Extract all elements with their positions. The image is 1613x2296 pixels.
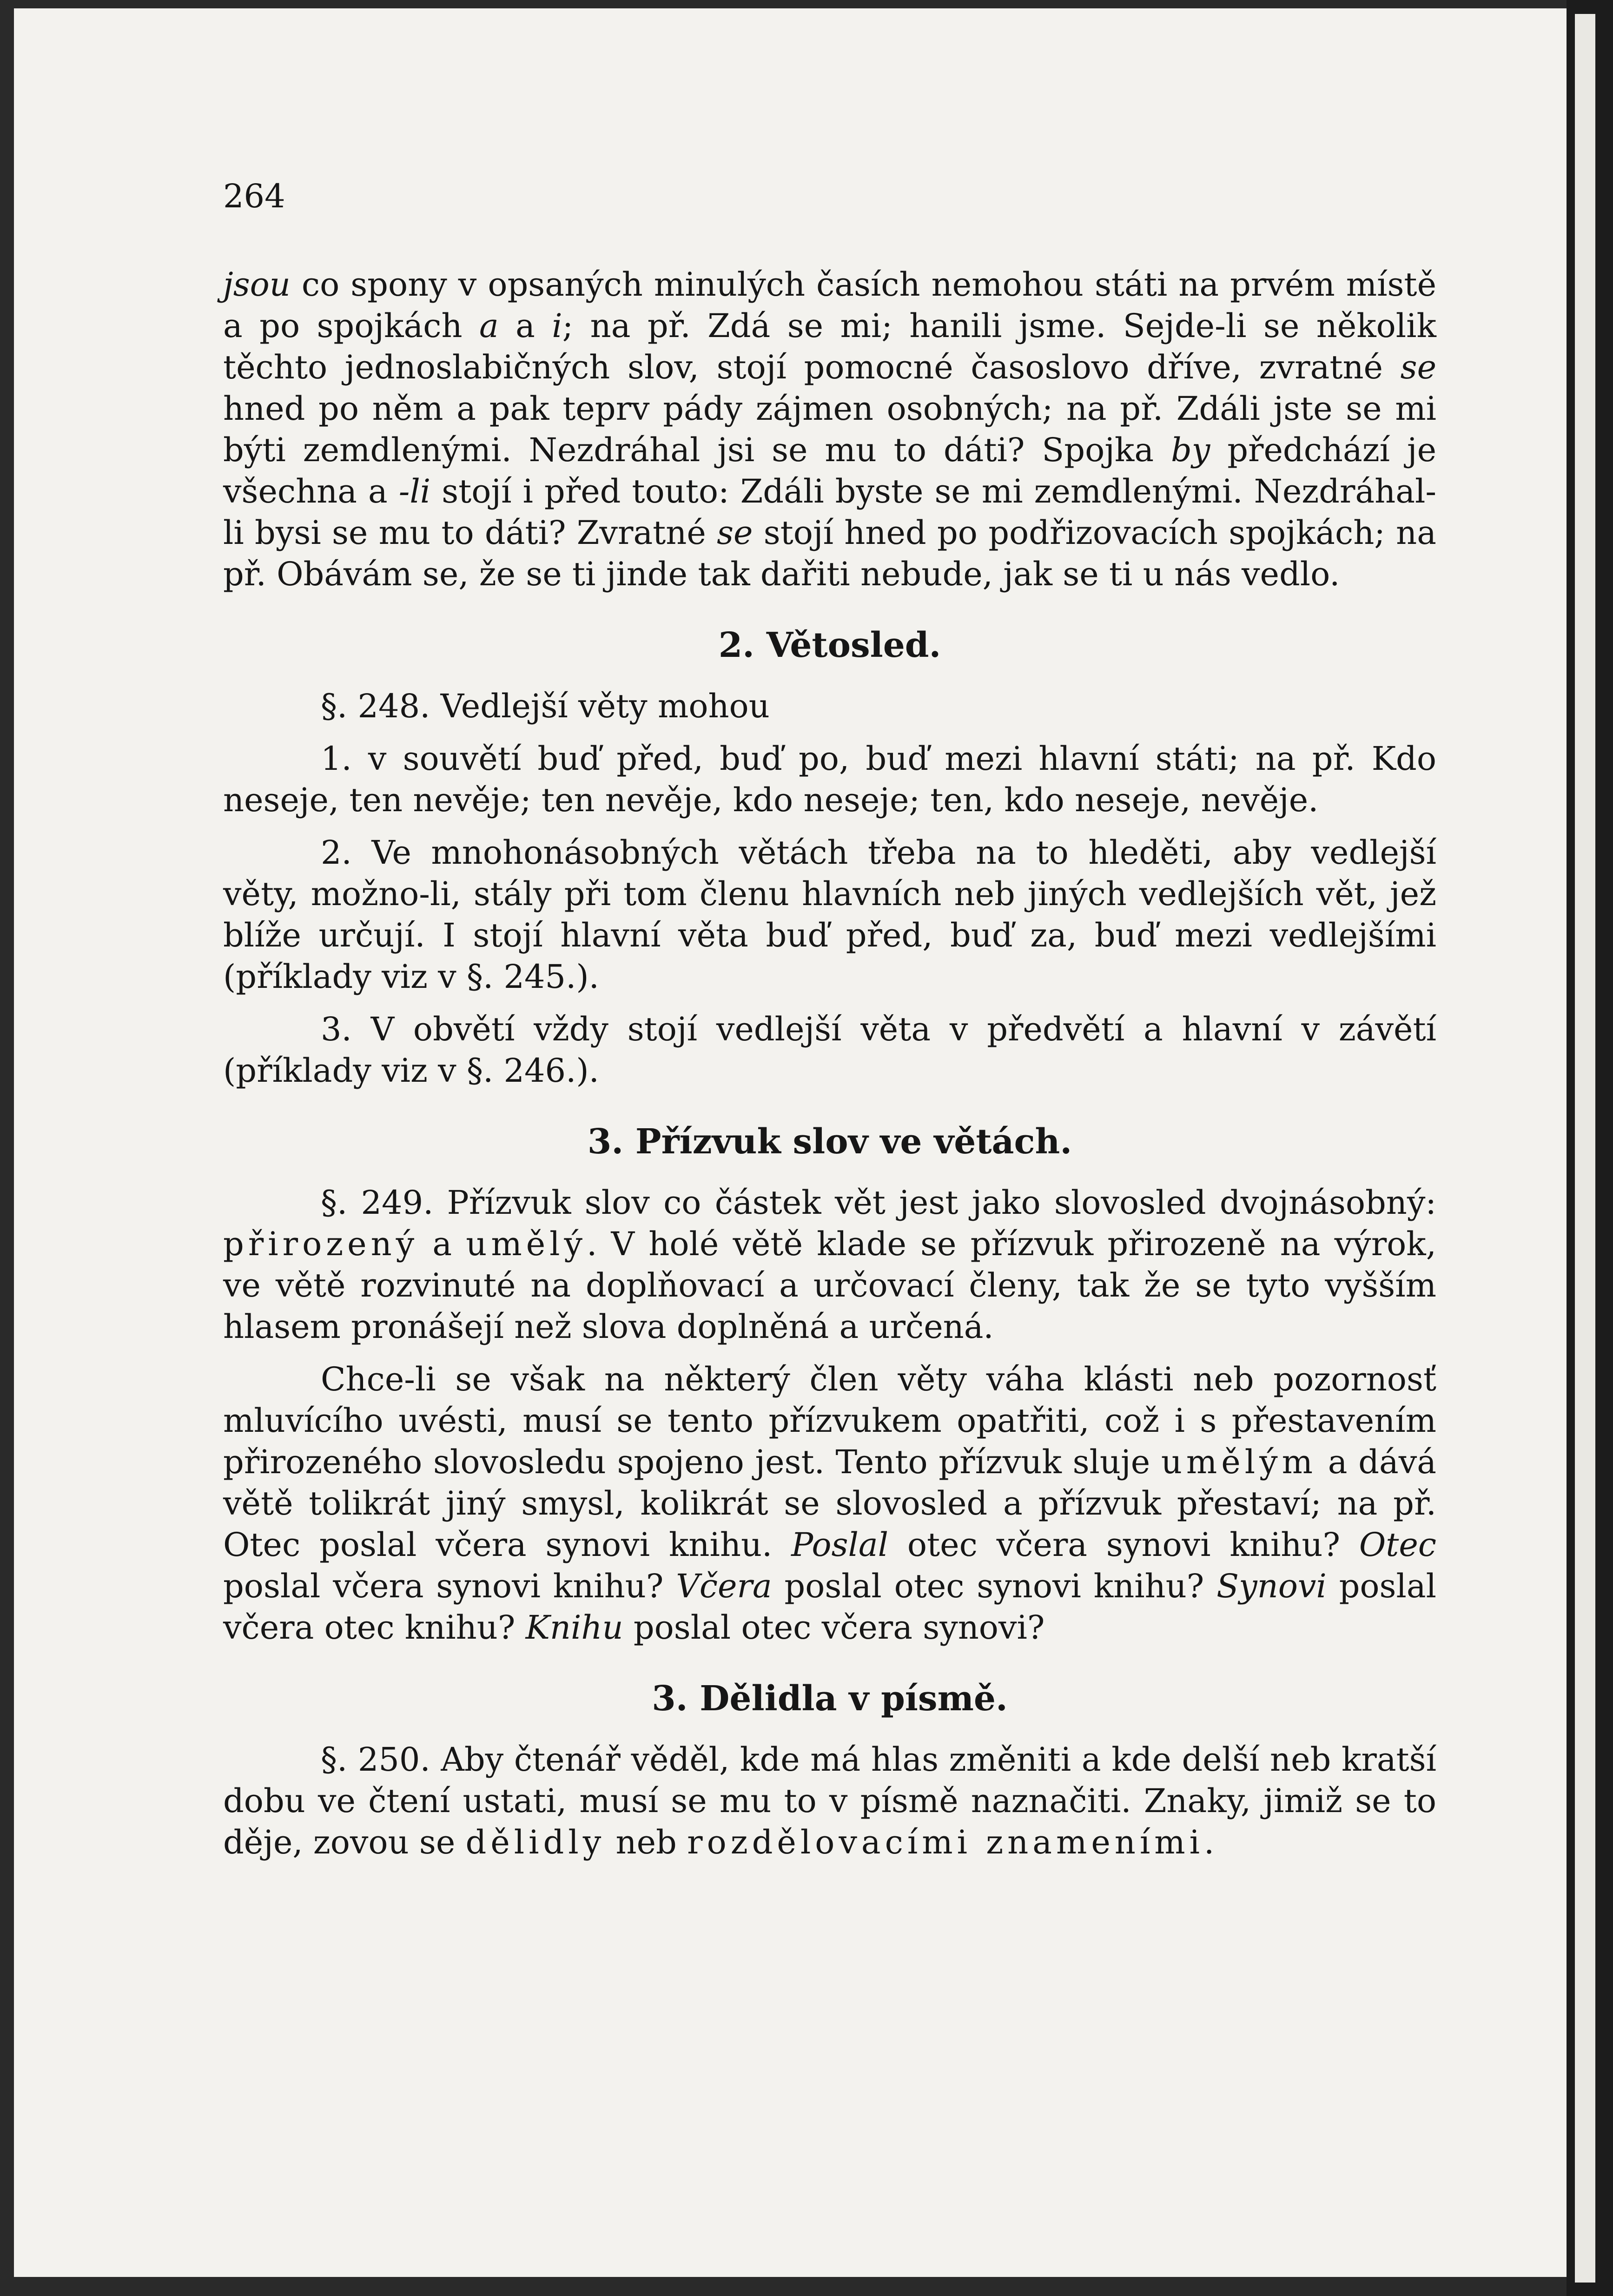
scanned-page [14, 8, 1567, 2277]
text-run: stojí i před touto: Zdáli byste se mi zemdlenými. Nezdráhal-li bysi se mu to dáti? Zvratné [223, 472, 1436, 552]
text-run: Chce-li se však na některý člen věty váha klásti neb pozornosť mluvícího uvésti, musí se tento přízvukem opatřiti, což i s přestavením přirozeného slovosledu spojeno jest. Tento přízvuk sluje [223, 1360, 1436, 1481]
text-run: §. 249. Přízvuk slov co částek vět jest jako slovosled dvojnásobný: [321, 1184, 1436, 1222]
italic-word: Knihu [525, 1608, 623, 1647]
text-run: . V holé větě klade se přízvuk přirozeně na výrok, ve větě rozvinuté na doplňovací a určovací členy, tak že se tyto vyšším hlasem pronášejí než slova doplněná a určená. [223, 1225, 1436, 1346]
text-run: ; na př. Zdá se mi; hanili jsme. Sejde-li se několik těchto jednoslabičných slov, stojí pomocné časoslovo dříve, zvratné [223, 307, 1436, 386]
paragraph-248-intro: §. 248. Vedlejší věty mohou [321, 687, 770, 725]
text-run: a [498, 307, 552, 345]
section-heading-delidla: 3. Dělidla v písmě. [652, 1679, 1008, 1719]
text-run: stojí hned po podřizovacích spojkách; na př. Obávám se, že se ti jinde tak dařiti nebude, jak se ti u nás vedlo. [223, 514, 1436, 593]
text-run: a dává větě tolikrát jiný smysl, kolikrát se slovosled a přízvuk přestaví; na př. Otec poslal včera synovi knihu. [223, 1443, 1436, 1564]
italic-word: by [1170, 431, 1210, 469]
text-run: a [418, 1225, 466, 1263]
section-heading-vetosled: 2. Větosled. [718, 625, 941, 665]
text-run: poslal otec synovi knihu? [772, 1567, 1217, 1605]
italic-word: i [552, 307, 562, 345]
italic-word: a [479, 307, 499, 345]
italic-word: Synovi [1216, 1567, 1327, 1605]
italic-word: se [717, 514, 753, 552]
text-run: co spony v opsaných minulých časích nemohou státi na prvém místě a po spojkách [223, 265, 1436, 345]
section-heading-prizvuk: 3. Přízvuk slov ve větách. [587, 1122, 1072, 1162]
next-page-edge [1575, 14, 1595, 2283]
text-run: poslal včera otec knihu? [223, 1567, 1436, 1647]
list-item-2: 2. Ve mnohonásobných větách třeba na to hleděti, aby vedlejší věty, možno-li, stály při tom členu hlavních neb jiných vedlejších vět, jež blíže určují. I stojí hlavní věta buď před, buď za, buď mezi vedlejšími (příklady viz v §. 245.). [223, 834, 1436, 996]
page-body [223, 176, 1436, 1863]
text-run: předchází je všechna a [223, 431, 1436, 510]
spaced-word: přirozený [223, 1225, 419, 1263]
page-number: 264 [223, 177, 285, 215]
italic-word: se [1400, 348, 1436, 386]
scan-edge [1567, 0, 1613, 2296]
text-run: otec včera synovi knihu? [888, 1526, 1359, 1564]
text-run: §. 250. Aby čtenář věděl, kde má hlas změniti a kde delší neb kratší dobu ve čtení ustati, musí se mu to v písmě naznačiti. Znaky, jimiž se to děje, zovou se [223, 1740, 1436, 1861]
text-run: poslal včera synovi knihu? [223, 1567, 676, 1605]
spaced-word: dělidly [465, 1823, 606, 1861]
text-run: . [1203, 1823, 1215, 1861]
italic-word: -li [398, 472, 431, 510]
spaced-word: umělým [1161, 1443, 1317, 1481]
text-run: poslal otec včera synovi? [623, 1608, 1045, 1647]
paragraph-249 [223, 1182, 1436, 1348]
paragraph-249-continued [223, 1359, 1436, 1648]
spaced-word: umělý [466, 1225, 587, 1263]
italic-word: Poslal [791, 1526, 889, 1564]
spaced-word: rozdělovacími znameními [687, 1823, 1204, 1861]
paragraph-250 [223, 1739, 1436, 1863]
text-run: hned po něm a pak teprv pády zájmen osobných; na př. Zdáli jste se mi býti zemdlenými. Nezdráhal jsi se mu to dáti? Spojka [223, 390, 1436, 469]
list-item-1: 1. v souvětí buď před, buď po, buď mezi hlavní státi; na př. Kdo neseje, ten nevěje; ten nevěje, kdo neseje; ten, kdo neseje, nevěje. [223, 740, 1436, 819]
italic-word: Včera [676, 1567, 772, 1605]
text-run: neb [605, 1823, 688, 1861]
italic-word: jsou [223, 265, 291, 304]
list-item-3: 3. V obvětí vždy stojí vedlejší věta v předvětí a hlavní v závětí (příklady viz v §. 246.). [223, 1010, 1436, 1090]
paragraph-continuation [223, 264, 1436, 595]
italic-word: Otec [1359, 1526, 1436, 1564]
